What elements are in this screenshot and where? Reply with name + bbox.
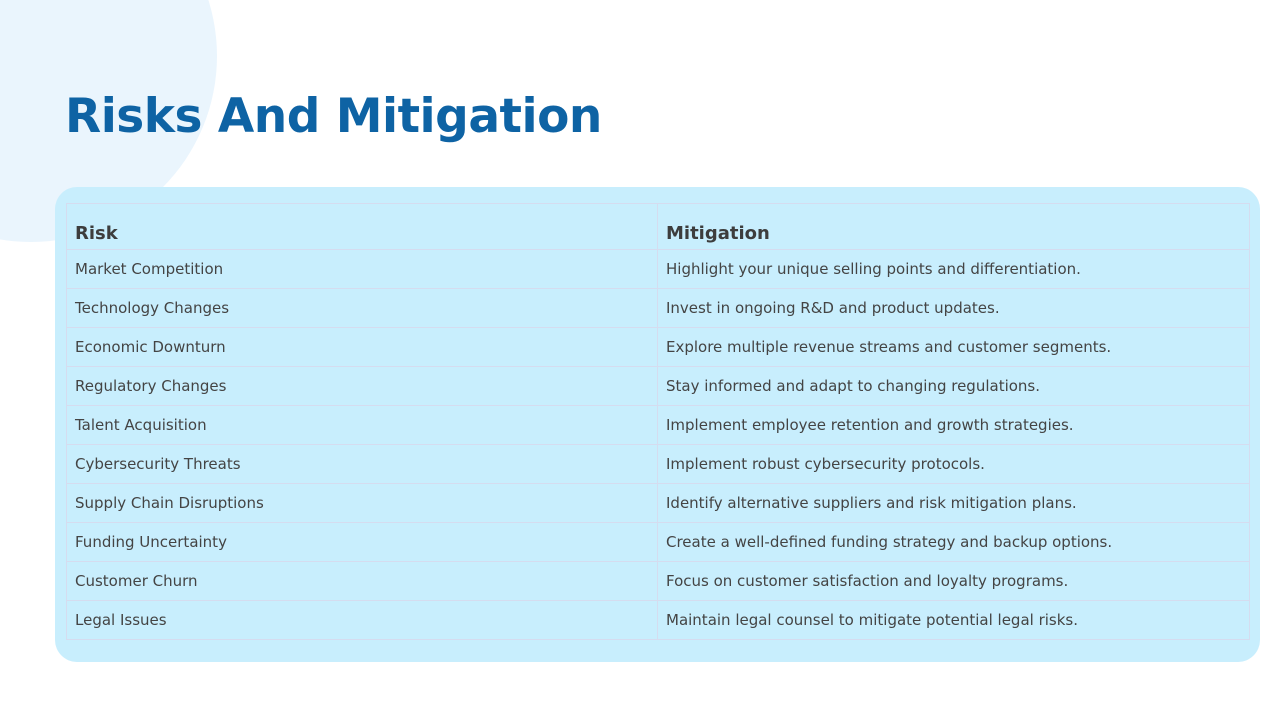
mitigation-cell: Identify alternative suppliers and risk mitigation plans. [658,484,1250,523]
table-header-row [67,204,1250,250]
table-row [67,289,1250,328]
risk-cell: Talent Acquisition [67,406,658,445]
table-row [67,562,1250,601]
risk-cell: Market Competition [67,250,658,289]
table-row [67,601,1250,640]
risk-cell: Regulatory Changes [67,367,658,406]
mitigation-cell: Explore multiple revenue streams and customer segments. [658,328,1250,367]
mitigation-cell: Highlight your unique selling points and differentiation. [658,250,1250,289]
mitigation-cell: Stay informed and adapt to changing regulations. [658,367,1250,406]
table-row [67,406,1250,445]
table-row [67,328,1250,367]
risk-cell: Economic Downturn [67,328,658,367]
mitigation-cell: Maintain legal counsel to mitigate potential legal risks. [658,601,1250,640]
table-row [67,367,1250,406]
header-mitigation: Mitigation [658,204,1250,250]
table-row [67,445,1250,484]
risk-cell: Supply Chain Disruptions [67,484,658,523]
header-risk: Risk [67,204,658,250]
slide-title: Risks And Mitigation [65,89,602,144]
mitigation-cell: Invest in ongoing R&D and product updates. [658,289,1250,328]
risk-cell: Legal Issues [67,601,658,640]
table-row [67,523,1250,562]
mitigation-cell: Focus on customer satisfaction and loyalty programs. [658,562,1250,601]
risk-cell: Customer Churn [67,562,658,601]
risk-cell: Technology Changes [67,289,658,328]
risk-cell: Funding Uncertainty [67,523,658,562]
mitigation-cell: Implement robust cybersecurity protocols. [658,445,1250,484]
table-row [67,484,1250,523]
risk-mitigation-table [66,203,1250,640]
table-row [67,250,1250,289]
mitigation-cell: Create a well-defined funding strategy and backup options. [658,523,1250,562]
risk-cell: Cybersecurity Threats [67,445,658,484]
mitigation-cell: Implement employee retention and growth strategies. [658,406,1250,445]
